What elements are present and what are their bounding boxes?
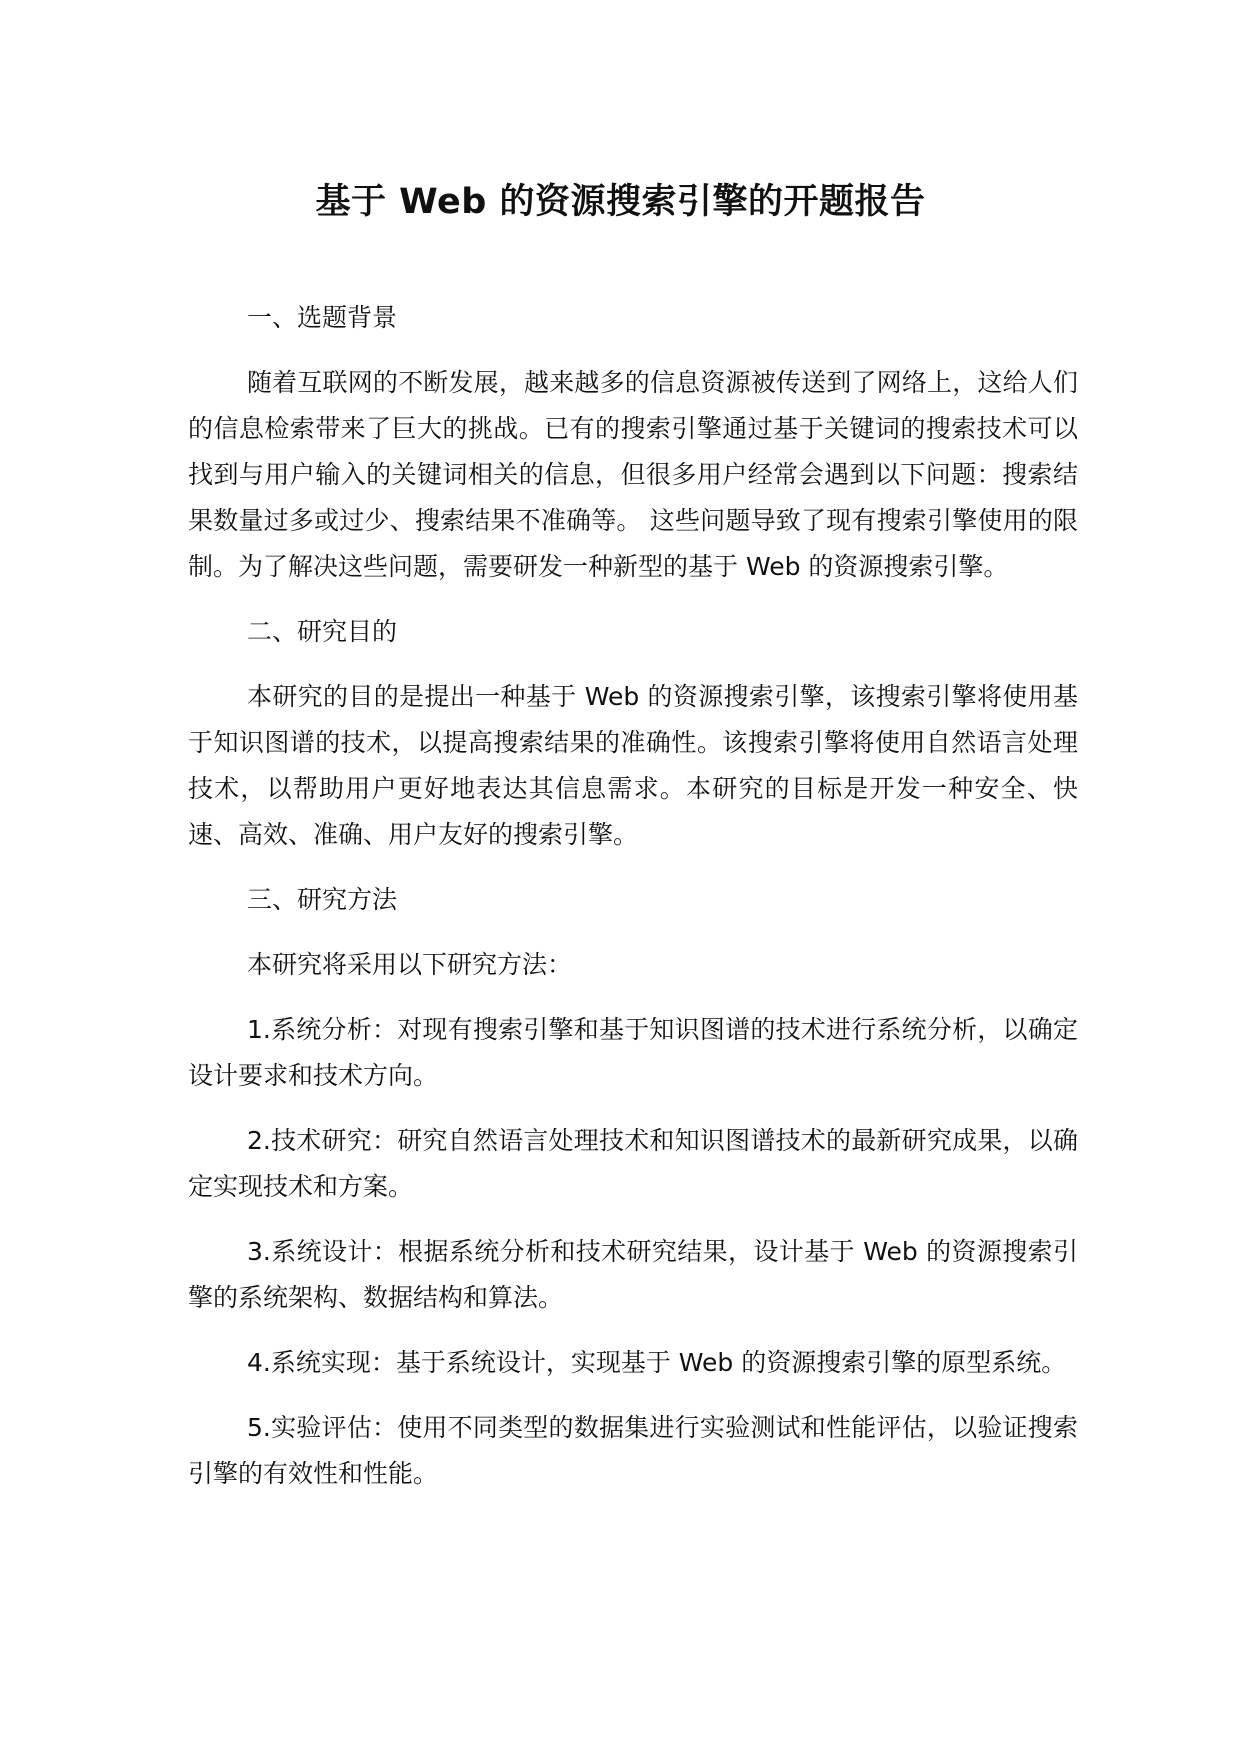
document-body [188, 295, 1078, 1516]
section-heading-purpose: 二、研究目的 [247, 617, 398, 646]
paragraph-methods-intro: 本研究将采用以下研究方法： [247, 950, 573, 979]
method-item-3: 3.系统设计：根据系统分析和技术研究结果，设计基于 Web 的资源搜索引擎的系统架构、数据结构和算法。 [188, 1237, 1078, 1312]
paragraph-background: 随着互联网的不断发展，越来越多的信息资源被传送到了网络上，这给人们的信息检索带来了巨大的挑战。已有的搜索引擎通过基于关键词的搜索技术可以找到与用户输入的关键词相关的信息，但很多用户经常会遇到以下问题：搜索结果数量过多或过少、搜索结果不准确等。 这些问题导致了现有搜索引擎使用的限制。为了解决这些问题，需要研发一种新型的基于 Web 的资源搜索引擎。 [188, 368, 1078, 581]
paragraph-purpose: 本研究的目的是提出一种基于 Web 的资源搜索引擎，该搜索引擎将使用基于知识图谱的技术，以提高搜索结果的准确性。该搜索引擎将使用自然语言处理技术，以帮助用户更好地表达其信息需求。本研究的目标是开发一种安全、快速、高效、准确、用户友好的搜索引擎。 [188, 682, 1078, 849]
page-title: 基于 Web 的资源搜索引擎的开题报告 [315, 182, 926, 222]
section-heading-background: 一、选题背景 [247, 303, 398, 332]
method-item-4: 4.系统实现：基于系统设计，实现基于 Web 的资源搜索引擎的原型系统。 [247, 1348, 1067, 1377]
method-item-2: 2.技术研究：研究自然语言处理技术和知识图谱技术的最新研究成果，以确定实现技术和方案。 [188, 1126, 1078, 1201]
section-heading-methods: 三、研究方法 [247, 885, 398, 914]
method-item-5: 5.实验评估：使用不同类型的数据集进行实验测试和性能评估，以验证搜索引擎的有效性和性能。 [188, 1413, 1078, 1488]
method-item-1: 1.系统分析：对现有搜索引擎和基于知识图谱的技术进行系统分析，以确定设计要求和技术方向。 [188, 1015, 1078, 1090]
